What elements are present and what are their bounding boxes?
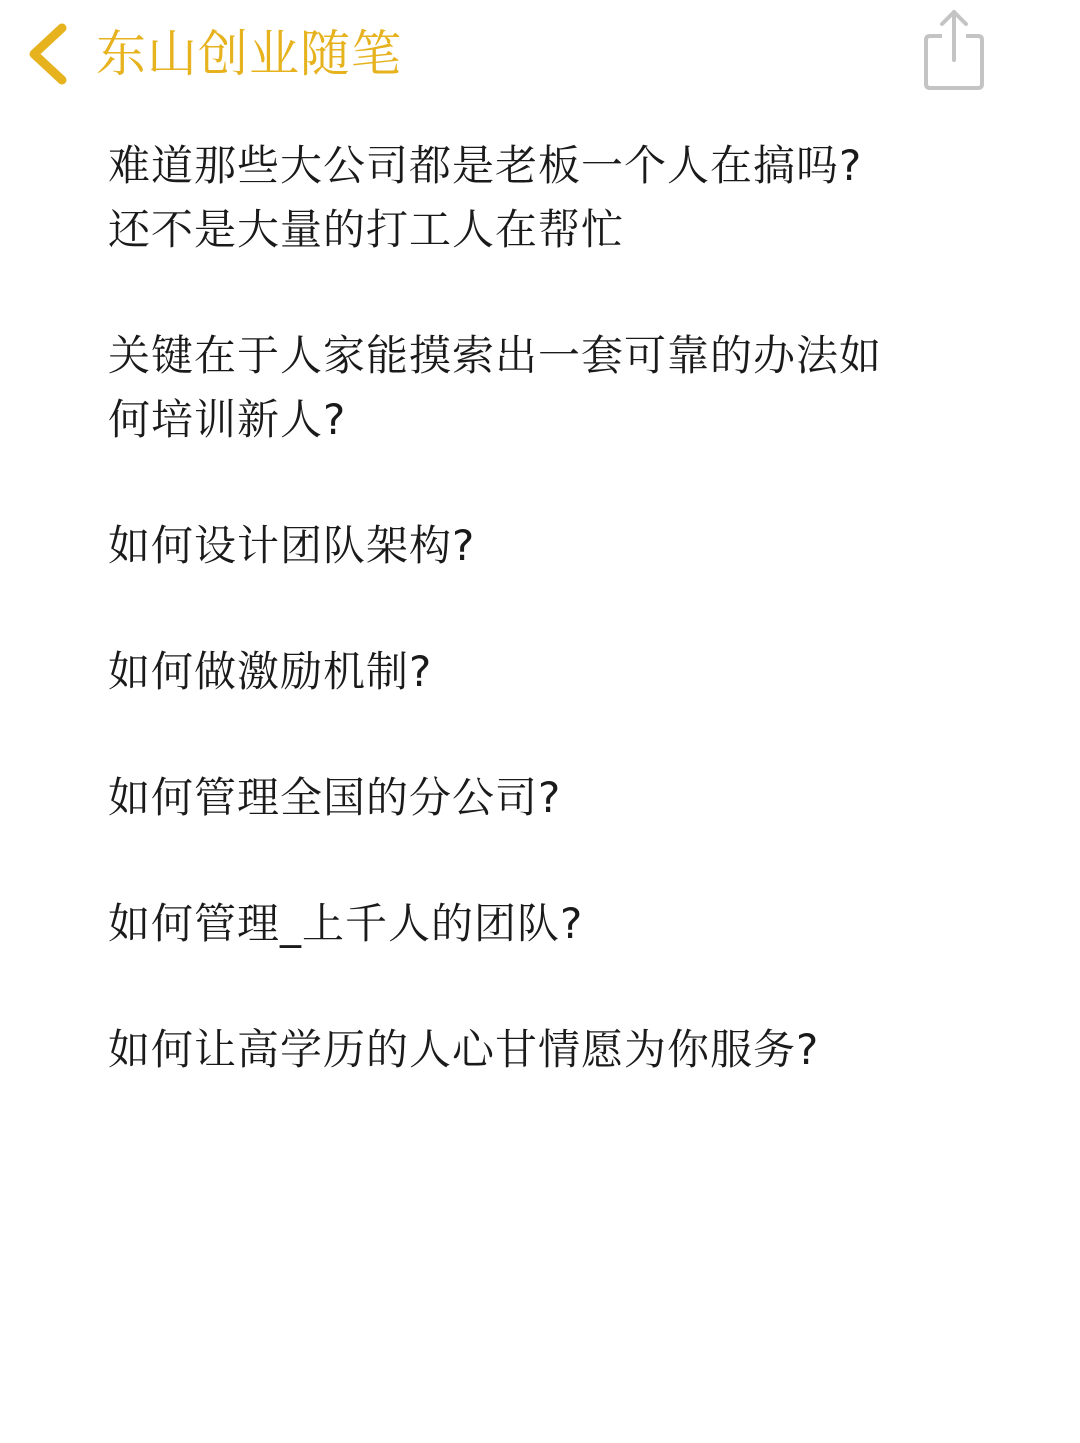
text-line: 如何管理全国的分公司? [108,773,562,822]
note-body[interactable] [108,134,1008,1144]
share-button[interactable] [918,6,990,92]
paragraph [108,892,1008,956]
text-line: 何培训新人? [108,395,347,444]
back-label: 东山创业随笔 [96,25,402,83]
paragraph [108,134,1008,262]
navigation-bar [0,0,1080,110]
text-line: 关键在于人家能摸索出一套可靠的办法如 [108,331,883,380]
paragraph [108,324,1008,452]
paragraph [108,1018,1008,1082]
text-line: 还不是大量的打工人在帮忙 [108,205,625,254]
chevron-left-stroke [34,28,62,80]
text-line: 难道那些大公司都是老板一个人在搞吗? [108,141,863,190]
paragraph [108,514,1008,578]
chevron-left-icon [22,22,74,86]
text-line: 如何设计团队架构? [108,521,476,570]
text-line: 如何做激励机制? [108,647,433,696]
back-button[interactable] [22,14,402,94]
paragraph [108,640,1008,704]
paragraph [108,766,1008,830]
text-line: 如何让高学历的人心甘情愿为你服务? [108,1025,820,1074]
text-line: 如何管理_上千人的团队? [108,899,584,948]
share-icon [918,6,990,92]
